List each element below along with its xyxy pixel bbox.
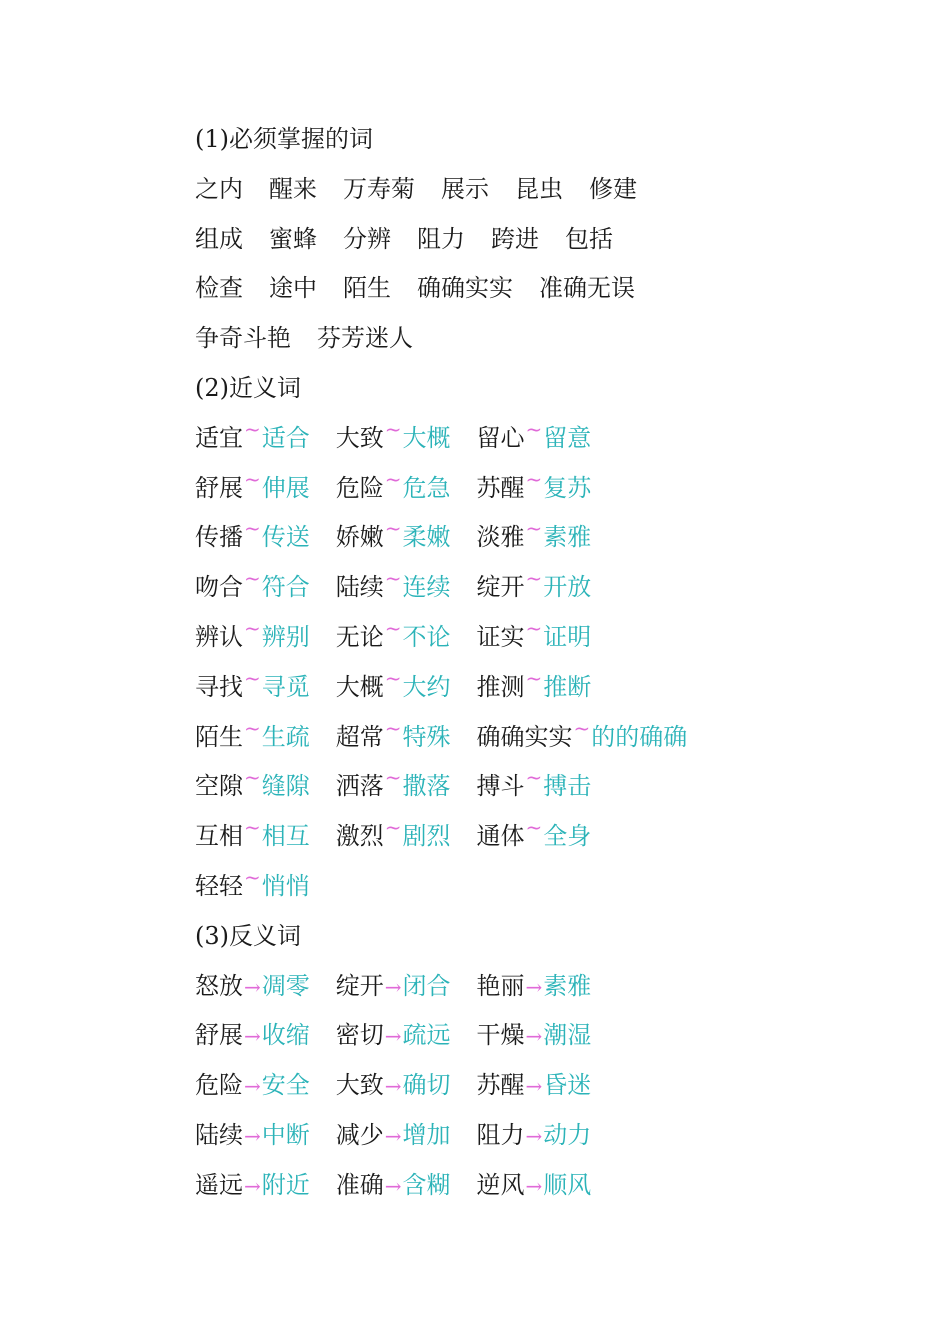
answer-word: 素雅 <box>543 971 592 1000</box>
vocab-word: 准确无误 <box>539 274 635 303</box>
answer-word: 柔嫩 <box>402 523 451 552</box>
synonym-pair-row <box>195 613 895 663</box>
vocab-word: 蜜蜂 <box>269 224 317 253</box>
tilde-icon: ~ <box>525 765 543 790</box>
source-word: 遥远 <box>195 1170 243 1199</box>
antonym-pair <box>477 1011 592 1062</box>
source-word: 危险 <box>195 1071 243 1100</box>
source-word: 艳丽 <box>476 971 525 1000</box>
source-word: 怒放 <box>195 971 243 1000</box>
synonym-pair-row <box>195 513 895 563</box>
source-word: 洒落 <box>335 772 384 801</box>
source-word: 苏醒 <box>476 473 525 502</box>
section-heading-antonyms: (3)反义词 <box>195 921 301 950</box>
arrow-right-icon: → <box>525 1173 543 1198</box>
arrow-right-icon: → <box>525 974 543 999</box>
source-word: 搏斗 <box>476 772 525 801</box>
answer-word: 全身 <box>543 822 592 851</box>
source-word: 空隙 <box>195 772 243 801</box>
answer-word: 适合 <box>261 423 310 452</box>
antonym-pair <box>477 962 592 1013</box>
source-word: 证实 <box>476 622 525 651</box>
tilde-icon: ~ <box>244 566 261 591</box>
vocab-word: 分辨 <box>343 224 391 253</box>
antonym-pair <box>195 1061 310 1112</box>
arrow-right-icon: → <box>384 1074 402 1099</box>
synonym-pair-row <box>195 563 895 613</box>
source-word: 大概 <box>335 672 384 701</box>
answer-word: 素雅 <box>543 523 592 552</box>
source-word: 淡雅 <box>476 523 525 552</box>
answer-word: 复苏 <box>543 473 592 502</box>
vocab-word: 昆虫 <box>515 174 563 203</box>
arrow-right-icon: → <box>384 1024 402 1049</box>
source-word: 苏醒 <box>476 1071 525 1100</box>
antonym-pair-row <box>195 1011 895 1061</box>
vocab-word: 检查 <box>195 274 243 303</box>
vocab-word: 跨进 <box>491 224 539 253</box>
answer-word: 附近 <box>261 1170 310 1199</box>
source-word: 吻合 <box>195 573 243 602</box>
tilde-icon: ~ <box>525 566 543 591</box>
antonym-pair <box>336 1111 451 1162</box>
source-word: 密切 <box>335 1021 384 1050</box>
source-word: 推测 <box>476 672 525 701</box>
tilde-icon: ~ <box>244 715 261 740</box>
vocab-word: 修建 <box>589 174 637 203</box>
tilde-icon: ~ <box>384 416 402 441</box>
tilde-icon: ~ <box>384 665 402 690</box>
synonym-pair-row <box>195 762 895 812</box>
synonym-pair-row <box>195 464 895 514</box>
antonym-pair <box>336 1161 451 1212</box>
tilde-icon: ~ <box>573 715 591 740</box>
answer-word: 伸展 <box>261 473 310 502</box>
tilde-icon: ~ <box>525 416 543 441</box>
required-words-list <box>195 165 895 364</box>
answer-word: 开放 <box>543 573 592 602</box>
source-word: 危险 <box>335 473 384 502</box>
answer-word: 剧烈 <box>402 822 451 851</box>
source-word: 大致 <box>335 423 384 452</box>
arrow-right-icon: → <box>244 1024 261 1049</box>
tilde-icon: ~ <box>244 516 261 541</box>
answer-word: 疏远 <box>402 1021 451 1050</box>
answer-word: 确切 <box>402 1071 451 1100</box>
answer-word: 的的确确 <box>591 722 688 751</box>
source-word: 陆续 <box>335 573 384 602</box>
answer-word: 缝隙 <box>261 772 310 801</box>
antonym-pair-row <box>195 1061 895 1111</box>
section-heading-required-words: (1)必须掌握的词 <box>195 125 373 153</box>
synonym-pair <box>477 812 592 863</box>
source-word: 确确实实 <box>476 722 573 751</box>
synonym-pair-row <box>195 663 895 713</box>
antonyms-list <box>195 962 895 1211</box>
vocabulary-document <box>195 115 895 1211</box>
source-word: 留心 <box>476 423 525 452</box>
synonym-pair <box>195 862 310 913</box>
antonym-pair <box>195 1111 310 1162</box>
answer-word: 凋零 <box>261 971 310 1000</box>
source-word: 陌生 <box>195 722 243 751</box>
synonym-pair-row <box>195 862 895 912</box>
vocab-word: 之内 <box>195 174 243 203</box>
tilde-icon: ~ <box>525 466 543 491</box>
antonym-pair-row <box>195 1111 895 1161</box>
antonym-pair <box>195 1011 310 1062</box>
tilde-icon: ~ <box>525 615 543 640</box>
tilde-icon: ~ <box>525 815 543 840</box>
tilde-icon: ~ <box>244 416 261 441</box>
word-row <box>195 314 895 364</box>
arrow-right-icon: → <box>244 1123 261 1148</box>
word-row <box>195 264 895 314</box>
arrow-right-icon: → <box>244 1173 261 1198</box>
arrow-right-icon: → <box>525 1123 543 1148</box>
answer-word: 不论 <box>402 622 451 651</box>
source-word: 轻轻 <box>195 871 243 900</box>
arrow-right-icon: → <box>525 1074 543 1099</box>
answer-word: 危急 <box>402 473 451 502</box>
source-word: 干燥 <box>476 1021 525 1050</box>
vocab-word: 包括 <box>565 224 613 253</box>
synonym-pair-row <box>195 812 895 862</box>
answer-word: 增加 <box>402 1120 451 1149</box>
source-word: 超常 <box>335 722 384 751</box>
arrow-right-icon: → <box>244 974 261 999</box>
answer-word: 符合 <box>261 573 310 602</box>
answer-word: 相互 <box>261 822 310 851</box>
answer-word: 顺风 <box>543 1170 592 1199</box>
section-heading-synonyms: (2)近义词 <box>195 373 301 402</box>
tilde-icon: ~ <box>244 815 261 840</box>
answer-word: 留意 <box>543 423 592 452</box>
answer-word: 悄悄 <box>261 871 310 900</box>
antonym-pair <box>477 1061 592 1112</box>
answer-word: 含糊 <box>402 1170 451 1199</box>
tilde-icon: ~ <box>244 466 261 491</box>
word-row <box>195 165 895 215</box>
answer-word: 寻觅 <box>261 672 310 701</box>
source-word: 大致 <box>335 1071 384 1100</box>
tilde-icon: ~ <box>244 765 261 790</box>
source-word: 绽开 <box>335 971 384 1000</box>
antonym-pair-row <box>195 1161 895 1211</box>
tilde-icon: ~ <box>244 665 261 690</box>
source-word: 准确 <box>335 1170 384 1199</box>
source-word: 舒展 <box>195 1021 243 1050</box>
vocab-word: 途中 <box>269 274 317 303</box>
tilde-icon: ~ <box>384 815 402 840</box>
synonyms-list <box>195 414 895 912</box>
word-row <box>195 215 895 265</box>
vocab-word: 争奇斗艳 <box>195 324 291 353</box>
tilde-icon: ~ <box>525 516 543 541</box>
arrow-right-icon: → <box>525 1024 543 1049</box>
antonym-pair <box>195 962 310 1013</box>
antonym-pair <box>195 1161 310 1212</box>
tilde-icon: ~ <box>384 516 402 541</box>
source-word: 寻找 <box>195 672 243 701</box>
answer-word: 收缩 <box>261 1021 310 1050</box>
tilde-icon: ~ <box>384 615 402 640</box>
source-word: 适宜 <box>195 423 243 452</box>
tilde-icon: ~ <box>525 665 543 690</box>
tilde-icon: ~ <box>384 566 402 591</box>
answer-word: 大约 <box>402 672 451 701</box>
arrow-right-icon: → <box>384 1173 402 1198</box>
vocab-word: 阻力 <box>417 224 465 253</box>
synonym-pair-row <box>195 414 895 464</box>
answer-word: 连续 <box>402 573 451 602</box>
answer-word: 闭合 <box>402 971 451 1000</box>
answer-word: 安全 <box>261 1071 310 1100</box>
source-word: 激烈 <box>335 822 384 851</box>
source-word: 传播 <box>195 523 243 552</box>
antonym-pair-row <box>195 962 895 1012</box>
synonym-pair <box>477 713 688 764</box>
source-word: 陆续 <box>195 1120 243 1149</box>
vocab-word: 万寿菊 <box>343 174 415 203</box>
tilde-icon: ~ <box>384 765 402 790</box>
source-word: 绽开 <box>476 573 525 602</box>
source-word: 互相 <box>195 822 243 851</box>
antonym-pair <box>336 1061 451 1112</box>
source-word: 辨认 <box>195 622 243 651</box>
source-word: 减少 <box>335 1120 384 1149</box>
answer-word: 中断 <box>261 1120 310 1149</box>
source-word: 舒展 <box>195 473 243 502</box>
synonym-pair <box>336 812 451 863</box>
answer-word: 辨别 <box>261 622 310 651</box>
arrow-right-icon: → <box>384 974 402 999</box>
antonym-pair <box>336 1011 451 1062</box>
answer-word: 搏击 <box>543 772 592 801</box>
answer-word: 证明 <box>543 622 592 651</box>
answer-word: 潮湿 <box>543 1021 592 1050</box>
answer-word: 推断 <box>543 672 592 701</box>
tilde-icon: ~ <box>384 466 402 491</box>
source-word: 阻力 <box>476 1120 525 1149</box>
arrow-right-icon: → <box>244 1074 261 1099</box>
vocab-word: 展示 <box>441 174 489 203</box>
arrow-right-icon: → <box>384 1123 402 1148</box>
answer-word: 昏迷 <box>543 1071 592 1100</box>
answer-word: 大概 <box>402 423 451 452</box>
vocab-word: 陌生 <box>343 274 391 303</box>
synonym-pair-row <box>195 713 895 763</box>
vocab-word: 组成 <box>195 224 243 253</box>
vocab-word: 醒来 <box>269 174 317 203</box>
source-word: 娇嫩 <box>335 523 384 552</box>
antonym-pair <box>336 962 451 1013</box>
vocab-word: 确确实实 <box>417 274 513 303</box>
answer-word: 传送 <box>261 523 310 552</box>
source-word: 无论 <box>335 622 384 651</box>
tilde-icon: ~ <box>384 715 402 740</box>
answer-word: 撒落 <box>402 772 451 801</box>
source-word: 通体 <box>476 822 525 851</box>
answer-word: 动力 <box>543 1120 592 1149</box>
antonym-pair <box>477 1161 592 1212</box>
tilde-icon: ~ <box>244 615 261 640</box>
antonym-pair <box>477 1111 592 1162</box>
answer-word: 特殊 <box>402 722 451 751</box>
source-word: 逆风 <box>476 1170 525 1199</box>
answer-word: 生疏 <box>261 722 310 751</box>
vocab-word: 芬芳迷人 <box>317 324 413 353</box>
tilde-icon: ~ <box>244 864 261 889</box>
